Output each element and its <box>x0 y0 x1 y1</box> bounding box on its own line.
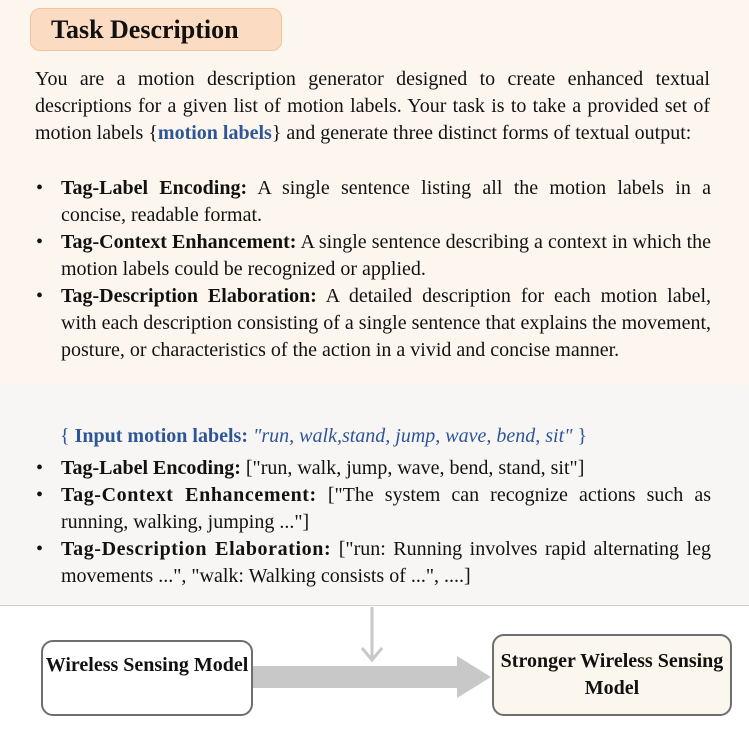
task-text: A detailed description for each motion label, with each description consisting of a single sentence that explains the movement, posture, or characteristics of the action in a vivid and concise manner. <box>61 285 711 361</box>
input-close-brace: } <box>572 425 588 447</box>
example-text: ["run, walk, jump, wave, bend, stand, sit"] <box>240 457 585 479</box>
stronger-model-box <box>492 634 732 716</box>
input-open-brace: { <box>60 425 75 447</box>
down-arrow <box>362 607 382 660</box>
task-text: A single sentence listing all the motion labels in a concise, readable format. <box>61 177 711 226</box>
task-name: Tag-Context Enhancement: <box>61 231 297 253</box>
intro-highlight: motion labels <box>157 122 272 144</box>
page-title: Task Description <box>51 15 239 44</box>
task-name: Tag-Label Encoding: <box>61 177 248 199</box>
input-value: "run, walk,stand, jump, wave, bend, sit" <box>247 425 573 447</box>
example-text: ["run: Running involves rapid alternating leg movements ...", "walk: Walking consists of ...", ....] <box>61 538 711 587</box>
intro-text-after: } and generate three distinct forms of textual output: <box>271 122 692 144</box>
intro-text-before: You are a motion description generator designed to create enhanced textual descriptions for a given list of motion labels. Your task is to take a provided set of motion labels { <box>35 68 710 144</box>
source-model-label: Wireless Sensing Model <box>45 654 249 676</box>
example-name: Tag-Label Encoding: <box>61 457 241 479</box>
task-text: A single sentence describing a context in which the motion labels could be recognized or applied. <box>61 231 712 280</box>
wireless-sensing-model-box <box>41 640 253 716</box>
example-name: Tag-Description Elaboration: <box>61 538 332 560</box>
target-model-label: Stronger Wireless Sensing Model <box>500 650 724 699</box>
example-text: ["The system can recognize actions such as running, walking, jumping ..."] <box>61 484 711 533</box>
task-name: Tag-Description Elaboration: <box>61 285 317 307</box>
input-label: Input motion labels: <box>74 425 248 447</box>
example-name: Tag-Context Enhancement: <box>61 484 317 506</box>
